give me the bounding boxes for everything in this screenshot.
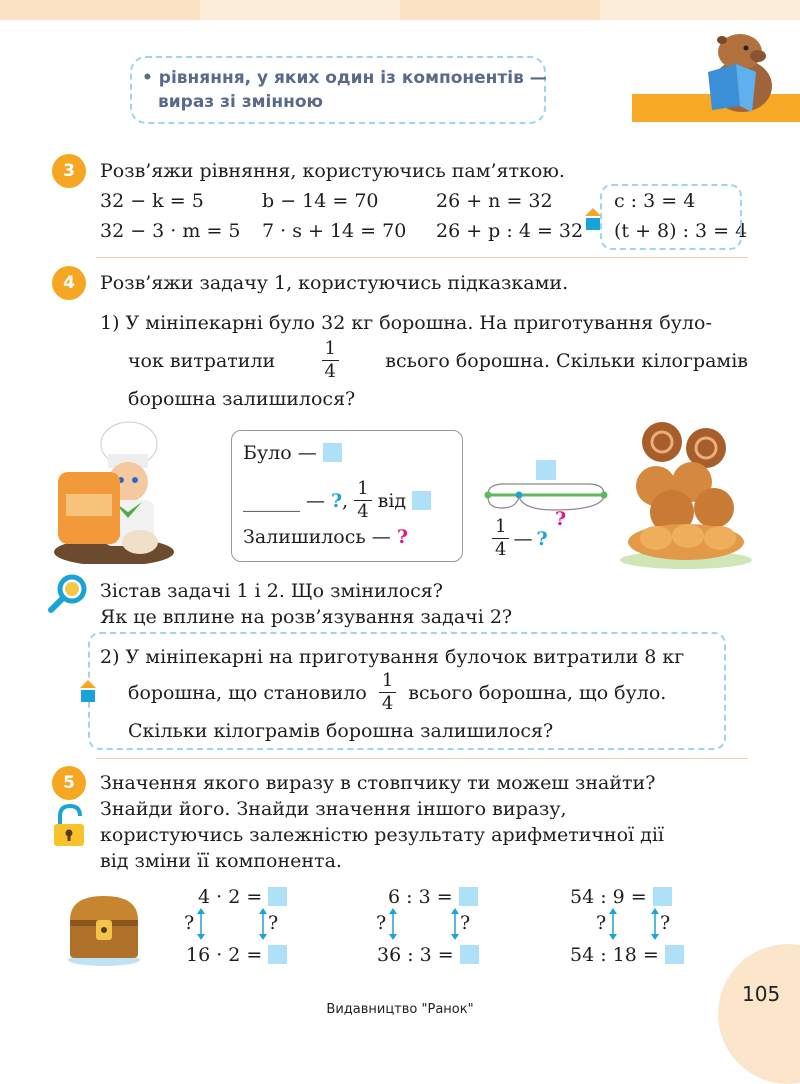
double-arrow-icon (608, 908, 618, 940)
eq-1-4: c : 3 = 4 (614, 190, 696, 212)
task-4-instruction: Розв’яжи задачу 1, користуючись підказками. (100, 272, 569, 294)
top-strip-3 (400, 0, 600, 20)
task-5-line-4: від зміни її компонента. (100, 850, 342, 872)
expr-col-3-bottom: 54 : 18 = (570, 944, 684, 966)
eq-2-4: (t + 8) : 3 = 4 (614, 220, 748, 242)
hint-row-3: Залишилось — ? (243, 526, 408, 548)
compare-line-2: Як це вплине на розв’язування задачі 2? (100, 606, 513, 628)
task-3-optional-box (600, 184, 742, 250)
answer-box (412, 491, 431, 510)
house-level-icon (80, 680, 96, 702)
hint-row-1: Було — (243, 440, 342, 466)
task-3-badge: 3 (52, 154, 86, 188)
double-arrow-icon (450, 908, 460, 940)
problem-2-line-1: 2) У мініпекарні на приготування булочок витратили 8 кг (100, 646, 685, 668)
eq-1-2: b − 14 = 70 (262, 190, 379, 212)
question-mark: ? (376, 912, 387, 934)
answer-box (323, 443, 342, 462)
diagram-quarter-label: $\frac{1}{4}$ — ? (492, 516, 548, 561)
memo-text: • рівняння, у яких один із компонентів — вираз зі змінною (142, 68, 547, 112)
double-arrow-icon (258, 908, 268, 940)
question-mark: ? (660, 912, 671, 934)
expr-col-3-top: 54 : 9 = (570, 886, 672, 908)
question-mark: ? (268, 912, 279, 934)
baker-illustration-icon (34, 414, 174, 564)
diagram-remaining-question: ? (555, 508, 567, 530)
hint-row-2: ______ — ? , $\frac{1}{4}$ від (243, 478, 431, 523)
magnifier-icon (46, 574, 88, 614)
separator-1 (96, 257, 748, 258)
house-level-icon (585, 208, 601, 230)
double-arrow-icon (196, 908, 206, 940)
problem-1-line-3: борошна залишилося? (128, 388, 356, 410)
publisher-footer: Видавництво "Ранок" (326, 1002, 474, 1017)
problem-2-line-2: борошна, що становило $\frac{1}{4}$ всього борошна, що було. (128, 670, 667, 714)
eq-1-3: 26 + n = 32 (436, 190, 553, 212)
expr-col-1-top: 4 · 2 = (198, 886, 287, 908)
expr-col-2-bottom: 36 : 3 = (377, 944, 479, 966)
double-arrow-icon (388, 908, 398, 940)
top-strip-2 (200, 0, 400, 20)
top-strip-1 (0, 0, 200, 20)
treasure-chest-icon (64, 890, 144, 966)
eq-1-1: 32 − k = 5 (100, 190, 204, 212)
diagram-total-box (536, 460, 556, 480)
answer-box (268, 945, 287, 964)
answer-box (653, 887, 672, 906)
answer-box (665, 945, 684, 964)
fraction-one-quarter: $\frac{1}{4}$ (322, 338, 339, 383)
eq-2-1: 32 − 3 · m = 5 (100, 220, 241, 242)
task-3-instruction: Розв’яжи рівняння, користуючись пам’яткою. (100, 160, 565, 182)
segment-diagram (484, 478, 608, 514)
task-5-line-3: користуючись залежністю результату арифметичної дії (100, 824, 665, 846)
problem-1-line-1: 1) У мініпекарні було 32 кг борошна. На приготування було- (100, 312, 712, 334)
task-5-line-1: Значення якого виразу в стовпчику ти можеш знайти? (100, 772, 656, 794)
separator-2 (96, 758, 748, 759)
buns-illustration-icon (616, 420, 756, 570)
page-number: 105 (742, 982, 781, 1006)
expr-col-2-top: 6 : 3 = (388, 886, 478, 908)
expr-col-1-bottom: 16 · 2 = (186, 944, 287, 966)
fraction-one-quarter: $\frac{1}{4}$ (379, 670, 396, 715)
answer-box (460, 945, 479, 964)
eq-2-2: 7 · s + 14 = 70 (262, 220, 407, 242)
padlock-icon (50, 804, 90, 848)
bullet-icon: • (142, 68, 159, 88)
question-mark: ? (596, 912, 607, 934)
fraction-one-quarter: $\frac{1}{4}$ (354, 478, 371, 523)
answer-box (459, 887, 478, 906)
answer-box (268, 887, 287, 906)
problem-1-line-2: чок витратили $\frac{1}{4}$ всього борошна. Скільки кілограмів (128, 338, 748, 382)
task-5-badge: 5 (52, 766, 86, 800)
eq-2-3: 26 + p : 4 = 32 (436, 220, 584, 242)
problem-2-line-3: Скільки кілограмів борошна залишилося? (128, 720, 554, 742)
task-5-line-2: Знайди його. Знайди значення іншого виразу, (100, 798, 567, 820)
compare-line-1: Зістав задачі 1 і 2. Що змінилося? (100, 580, 443, 602)
double-arrow-icon (650, 908, 660, 940)
question-mark: ? (460, 912, 471, 934)
top-strip-4 (600, 0, 800, 20)
capybara-reading-icon (700, 26, 780, 112)
task-4-badge: 4 (52, 266, 86, 300)
question-mark: ? (184, 912, 195, 934)
